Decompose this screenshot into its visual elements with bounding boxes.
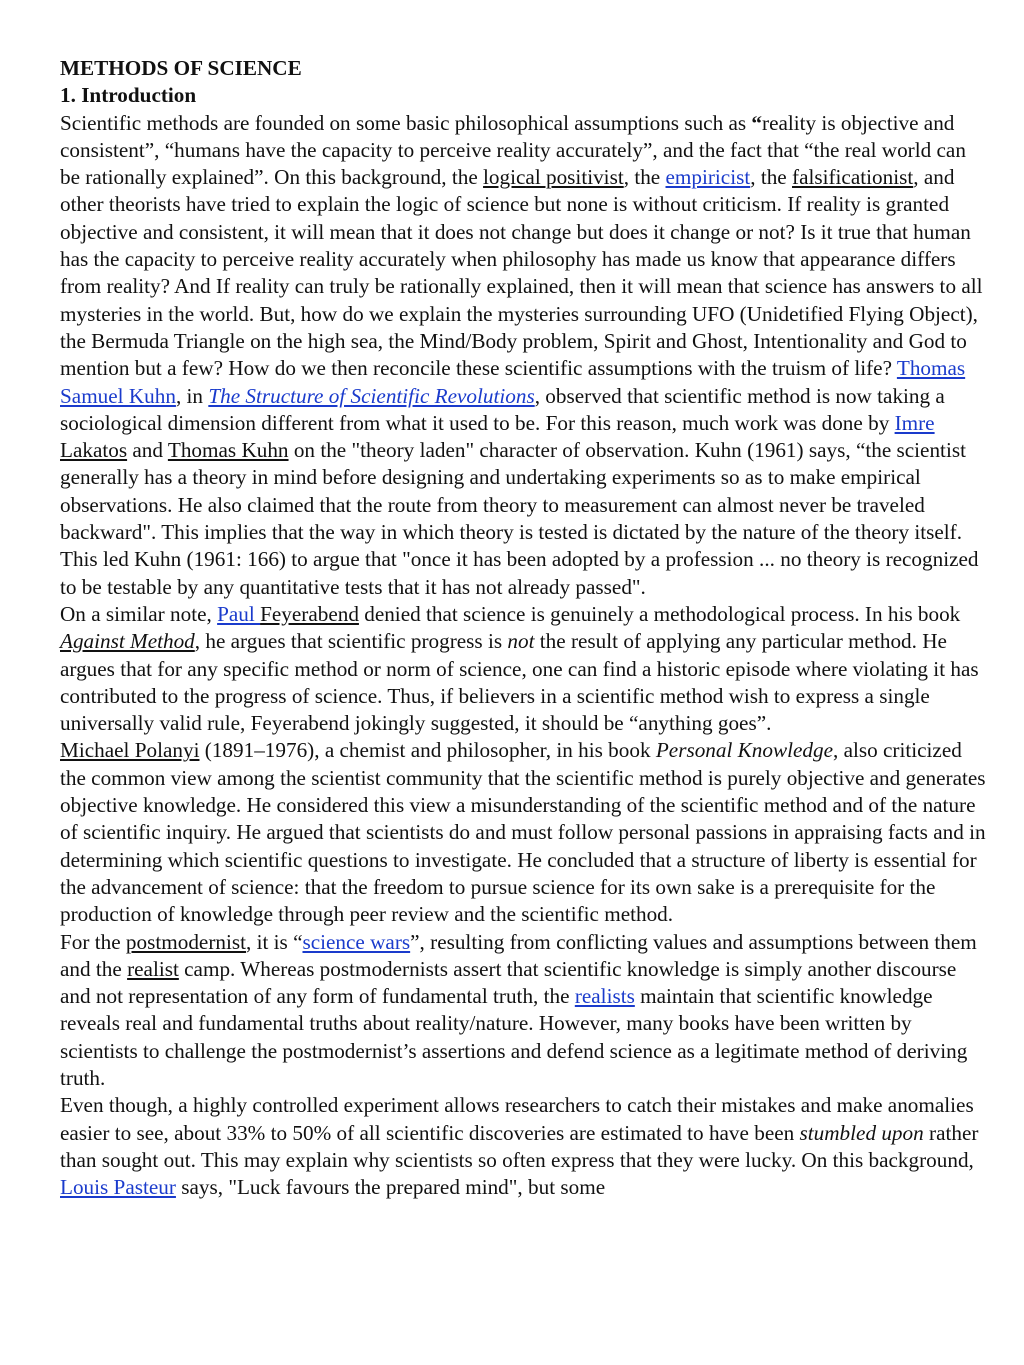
link-logical-positivist[interactable]: logical positivist [483,165,624,190]
document-title: METHODS OF SCIENCE [60,56,302,80]
link-realist[interactable]: realist [127,956,179,981]
link-thomas-kuhn[interactable]: Thomas Kuhn [167,438,289,463]
link-science-wars[interactable]: science wars [302,929,411,954]
link-louis-pasteur[interactable]: Louis Pasteur [60,1175,176,1200]
paragraph-5: Even though, a highly controlled experiment allows researchers to catch their mistakes and make anomalies easier to see, about 33% to 50% of all scientific discoveries are estimated to have been stumbled upon rather than sought out. This may explain why scientists so often express that they were lucky. On this background, Louis Pasteur says, "Luck favours the prepared mind", but some [60,1093,979,1200]
link-feyerabend[interactable]: Feyerabend [260,601,359,626]
link-against-method[interactable]: Against Method [60,629,195,654]
link-postmodernist[interactable]: postmodernist [125,929,246,954]
document-page [60,55,990,1201]
paragraph-2: On a similar note, Paul Feyerabend denied that science is genuinely a methodological process. In his book Against Method, he argues that scientific progress is not the result of applying any particular method. He argues that for any specific method or norm of science, one can find a historic episode where violating it has contributed to the progress of science. Thus, if believers in a scientific method wish to express a single universally valid rule, Feyerabend jokingly suggested, it should be “anything goes”. [60,601,979,736]
link-empiricist[interactable]: empiricist [665,165,751,190]
paragraph-4: For the postmodernist, it is “science wars”, resulting from conflicting values and assumptions between them and the realist camp. Whereas postmodernists assert that scientific knowledge is simply another discourse and not representation of any form of fundamental truth, the realists maintain that scientific knowledge reveals real and fundamental truths about reality/nature. However, many books have been written by scientists to challenge the postmodernist’s assertions and defend science as a legitimate method of deriving truth. [60,929,977,1090]
link-paul[interactable]: Paul [217,601,261,626]
paragraph-1: Scientific methods are founded on some basic philosophical assumptions such as “reality is objective and consistent”, “humans have the capacity to perceive reality accurately”, and the fact that “the real world can be rationally explained”. On this background, the logical positivist, the empiricist, the falsificationist, and other theorists have tried to explain the logic of science but none is without criticism. If reality is granted objective and consistent, it will mean that it does not change but does it change or not? Is it true that human has the capacity to perceive reality accurately when philosophy has made us know that appearance differs from reality? And If reality can truly be rationally explained, then it will mean that science has answers to all mysteries in the world. But, how do we explain the mysteries surrounding UFO (Unidetified Flying Object), the Bermuda Triangle on the high sea, the Mind/Body problem, Spirit and Ghost, Intentionality and God to mention but a few? How do we then reconcile these scientific assumptions with the truism of life? Thomas Samuel Kuhn, in The Structure of Scientific Revolutions, observed that scientific method is now taking a sociological dimension different from what it used to be. For this reason, much work was done by Imre Lakatos and Thomas Kuhn on the "theory laden" character of observation. Kuhn (1961) says, “the scientist generally has a theory in mind before designing and undertaking experiments so as to make empirical observations. He also claimed that the route from theory to measurement can almost never be traveled backward". This implies that the way in which theory is tested is dictated by the nature of the theory itself. This led Kuhn (1961: 166) to argue that "once it has been adopted by a profession ... no theory is recognized to be testable by any quantitative tests that it has not already passed". [60,110,983,599]
section-heading: 1. Introduction [60,83,197,108]
link-structure-of-scientific-revolutions[interactable]: The Structure of Scientific Revolutions [208,383,535,408]
link-michael-polanyi[interactable]: Michael Polanyi [60,738,200,763]
link-realists[interactable]: realists [574,984,635,1009]
link-imre[interactable]: Imre [894,410,935,435]
paragraph-3: Michael Polanyi (1891–1976), a chemist and philosopher, in his book Personal Knowledge, also criticized the common view among the scientist community that the scientific method is purely objective and generates objective knowledge. He considered this view a misunderstanding of the scientific method and of the nature of scientific inquiry. He argued that scientists do and must follow personal passions in appraising facts and in determining which scientific questions to investigate. He concluded that a structure of liberty is essential for the advancement of science: that the freedom to pursue science for its own sake is a prerequisite for the production of knowledge through peer review and the scientific method. [60,738,986,927]
link-lakatos[interactable]: Lakatos [60,438,128,463]
link-falsificationist[interactable]: falsificationist [792,165,914,190]
link-thomas-samuel-kuhn[interactable]: Thomas Samuel Kuhn [60,356,966,408]
